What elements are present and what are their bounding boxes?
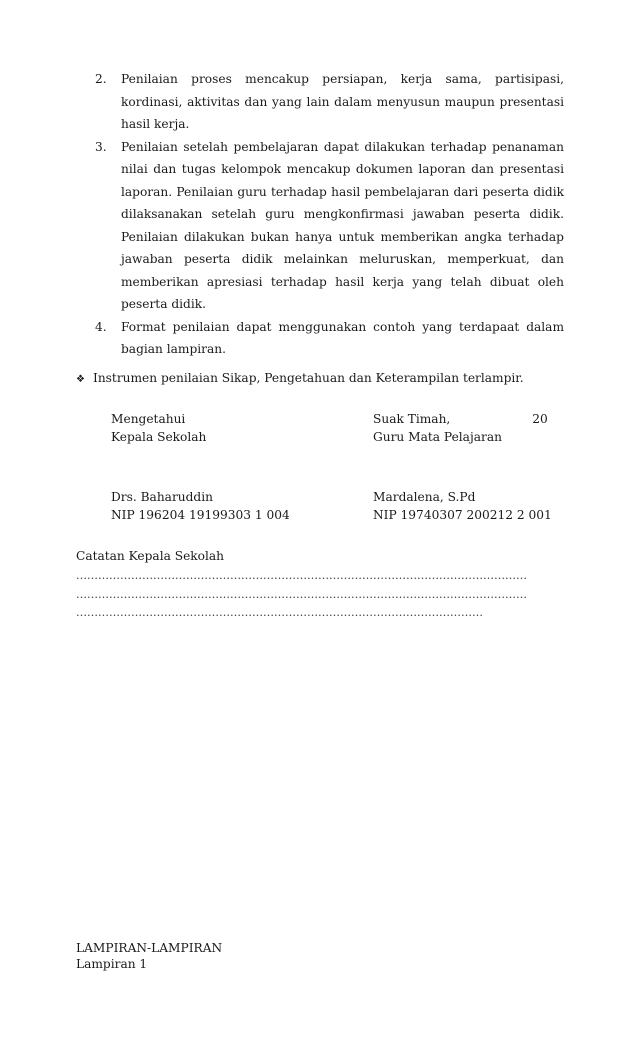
instrument-note-text: Instrumen penilaian Sikap, Pengetahuan dan Keterampilan terlampir.	[93, 371, 524, 385]
list-item	[0, 68, 638, 136]
list-item-number: 4.	[95, 319, 107, 334]
teacher-nip: NIP 19740307 200212 2 001	[373, 508, 552, 522]
list-item-text: Penilaian setelah pembelajaran dapat dilakukan terhadap penanaman nilai dan tugas kelompok mencakup dokumen laporan dan presentasi laporan. Penilaian guru terhadap hasil pembelajaran dari peserta didik dilaksanakan setelah guru mengkonfirmasi jawaban peserta didik. Penilaian dilakukan bukan hanya untuk memberikan angka terhadap jawaban peserta didik melainkan meluruskan, memperkuat, dan memberikan apresiasi terhadap hasil kerja yang telah dibuat oleh peserta didik.	[121, 139, 564, 311]
principal-name: Drs. Baharuddin	[111, 490, 213, 504]
acknowledged-label: Mengetahui	[111, 412, 186, 426]
footer-section-title: LAMPIRAN-LAMPIRAN	[76, 941, 223, 955]
teacher-title: Guru Mata Pelajaran	[373, 430, 502, 444]
page-footer	[76, 940, 222, 972]
place-label: Suak Timah,	[373, 412, 451, 426]
list-item-text: Format penilaian dapat menggunakan contoh yang terdapaat dalam bagian lampiran.	[121, 319, 564, 356]
assessment-list	[0, 68, 638, 361]
diamond-bullet-icon: ❖	[76, 374, 85, 385]
instrument-note	[76, 371, 524, 385]
principal-nip: NIP 196204 19199303 1 004	[111, 508, 290, 522]
signature-left-name-block	[111, 488, 290, 524]
list-item	[0, 136, 638, 316]
notes-dotted-line: ……………………………………………………………………………………………………………	[76, 588, 527, 601]
list-item-text: Penilaian proses mencakup persiapan, kerja sama, partisipasi, kordinasi, aktivitas dan yang lain dalam menyusun maupun presentasi hasil kerja.	[121, 72, 564, 131]
signature-right-header	[373, 410, 548, 446]
notes-title: Catatan Kepala Sekolah	[76, 549, 225, 563]
year-label: 20	[532, 412, 548, 426]
signature-right-name-block	[373, 488, 552, 524]
footer-subtitle: Lampiran 1	[76, 957, 148, 971]
teacher-name: Mardalena, S.Pd	[373, 490, 476, 504]
list-item-number: 2.	[95, 72, 107, 86]
notes-dotted-line: ……………………………………………………………………………………………………………	[76, 569, 527, 582]
principal-title: Kepala Sekolah	[111, 430, 207, 444]
list-item	[0, 316, 638, 361]
notes-dotted-line: …………………………………………………………………………………………………	[76, 606, 483, 619]
list-item-number: 3.	[95, 139, 107, 154]
place-date-line	[373, 410, 548, 428]
signature-left-header	[111, 410, 206, 446]
